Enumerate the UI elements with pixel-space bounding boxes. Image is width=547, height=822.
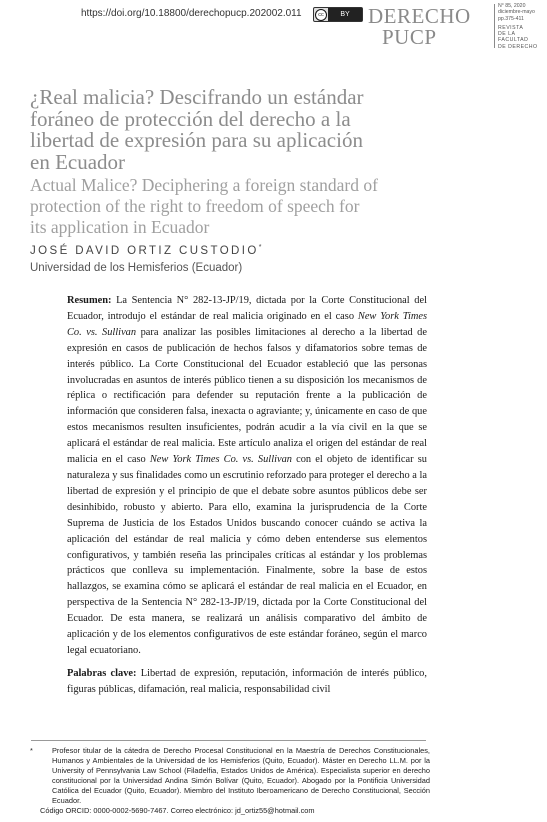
abstract-text-1: La Sentencia N° 282-13-JP/19, dictada por la Corte Constitucional del Ecuador, introdujo el estándar de real malicia originado en el caso [67,295,427,322]
keywords-text: Libertad de expresión, reputación, información de interés público, figuras públicas, difamación, real malicia, responsabilidad civil [67,668,427,695]
footnote-orcid-email[interactable]: Código ORCID: 0000-0002-5690-7467. Correo electrónico: jd_ortiz55@hotmail.com [40,806,315,815]
abstract-case-name-2: New York Times Co. vs. Sullivan [149,454,292,466]
footnote-mark: * [30,746,33,755]
keywords [67,666,427,698]
issue-info [498,3,547,50]
author-affiliation: Universidad de los Hemisferios (Ecuador) [30,262,243,274]
author-footnote-mark[interactable]: * [258,244,262,251]
issue-period: diciembre-mayo [498,9,535,16]
abstract-text-3: con el objeto de identificar su naturaleza y sus finalidades como un escrutinio reforzado para proteger el derecho a la libertad de expresión y el principio de que el debate sobre asuntos públicos debe ser desinhibido, robusto y abierto. Para ello, examina la jurisprudencia de la Corte Suprema de Justicia de los Estados Unidos buscando conocer cuándo se activa la aplicación del estándar de real malicia y cómo deben entenderse sus elementos configurativos, y también reseña las principales críticas al estándar y los problemas prácticos que conlleva su implementación. Finalmente, sobre la base de estos hallazgos, se examina cómo se aplicará el estándar de real malicia en el Ecuador, en perspectiva de la Sentencia N° 282-13-JP/19, dictada por la Corte Constitucional del Ecuador. De esta manera, se realizará un análisis comparativo del ámbito de aplicación y de los elementos configurativos de este estándar foráneo, según el marco legal ecuatoriano. [67,454,427,656]
doi-link[interactable]: https://doi.org/10.18800/derechopucp.202002.011 [81,8,302,19]
journal-logo [368,6,471,48]
journal-name-line1: DERECHO [368,4,471,28]
cc-by-license-badge[interactable] [313,7,363,22]
footnote [30,746,430,816]
issue-number: N° 85, 2020 [498,3,526,9]
author-name [30,244,261,257]
keywords-label: Palabras clave: [67,668,137,679]
article-title-english: Actual Malice? Deciphering a foreign standard of protection of the right to freedom of speech for its application in Ecuador [30,175,378,237]
abstract-case-name-1: New York Times Co. vs. Sullivan [67,310,427,338]
footnote-divider [31,740,426,741]
author-name-text: JOSÉ DAVID ORTIZ CUSTODIO [30,244,259,257]
publisher-name [498,25,547,50]
publisher-line-3: DE DERECHO [498,43,538,50]
creative-commons-icon: cc [314,8,328,21]
footnote-text: Profesor titular de la cátedra de Derecho Procesal Constitucional en la Maestría de Derechos Constitucionales, Humanos y Ambientales de la Universidad de los Hemisferios (Quito, Ecuador). Máster en Derecho LL.M. por la University of Pennsylvania Law School (Filadelfia, Estados Unidos de América). Especialista superior en derecho constitucional por la Universidad Andina Simón Bolívar (Quito, Ecuador). Abogado por la Pontificia Universidad Católica del Ecuador (Quito, Ecuador). Miembro del Instituto Iberoamericano de Derecho Constitucional, Sección Ecuador. [52,746,430,805]
abstract-label: Resumen: [67,295,112,306]
publisher-line-1: REVISTA [498,24,524,31]
article-title-spanish: ¿Real malicia? Descifrando un estándar foráneo de protección del derecho a la libertad de expresión para su aplicación en Ecuador [30,85,364,174]
abstract-text-2: para analizar las posibles limitaciones al derecho a la libertad de expresión en casos de publicación de hechos falsos y difamatorios sobre temas de interés público. La Corte Constitucional del Ecuador estableció que las personas involucradas en asuntos de interés público tienen a su disposición los mecanismos de réplica o rectificación para defender su reputación frente a la publicación de información que consideren falsa, inexacta o agraviante; y, únicamente en caso de que estos mecanismos resulten insuficientes, podrán acudir a la vía civil en la que se aplicará el estándar de real malicia. Este artículo analiza el origen del estándar de real malicia en el caso [67,326,427,466]
logo-divider [494,4,495,48]
abstract [67,293,427,659]
issue-pages: pp.375-411 [498,15,524,22]
journal-name-line2: PUCP [382,25,437,49]
by-icon: BY [328,8,362,21]
publisher-line-2: DE LA FACULTAD [498,31,529,44]
